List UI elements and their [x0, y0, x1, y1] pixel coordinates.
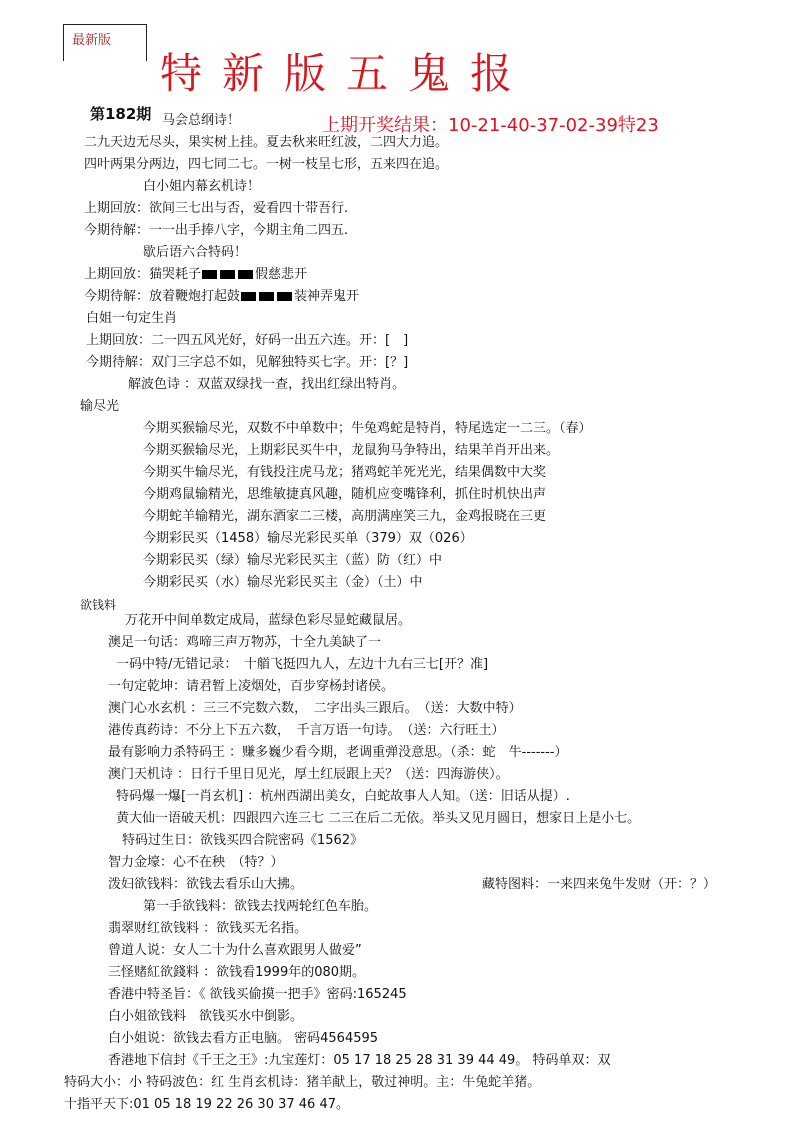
yuqianliao-line: 香港地下信封《千王之王》:九宝莲灯：05 17 18 25 28 31 39 44 49。 特码单双：双	[108, 1053, 611, 1068]
issue-number: 第182期	[90, 105, 152, 123]
last-result-label: 上期开奖结果：	[322, 115, 448, 136]
yuqianliao-line: 最有影响力杀特码王 ：赚多巍少看今期，老调重弹没意思。（杀：蛇 牛-------）	[108, 745, 568, 760]
shujinguang-line: 今期彩民买（水）输尽光彩民买主（金）（土）中	[143, 575, 423, 590]
yuqianliao-line: 三怪赌紅欲錢料 ：欲钱看1999年的080期。	[108, 965, 366, 980]
yuqianliao-line: 澳足一句话：鸡啼三声万物苏，十全九美缺了一	[108, 635, 382, 650]
xiehouyu-current-prefix: 今期待解：放着鞭炮打起鼓	[84, 289, 241, 304]
yuqianliao-line: 十指平天下:01 05 18 19 22 26 30 37 46 47。	[64, 1097, 349, 1112]
yuqianliao-line: 一句定乾坤：请君暂上凌烟处，百步穿杨封诸侯。	[108, 679, 395, 694]
shujinguang-heading: 输尽光	[80, 399, 120, 414]
mahui-line: 四叶两果分两边，四七同二七。一树一枝呈七形，五来四在追。	[84, 157, 449, 172]
baixiaojie-last: 上期回放：欲间三七出与否，爱看四十带吾行.	[84, 201, 349, 216]
xiehouyu-last-suffix: 假慈悲开	[255, 267, 308, 282]
yuqianliao-line: 港传真药诗：不分上下五六数， 千言万语一句诗。 （送：六行旺土）	[108, 723, 505, 738]
shujinguang-line: 今期鸡鼠输精光，思维敏捷真风趣，随机应变嘴锋利，抓住时机快出声	[143, 487, 547, 502]
yuqianliao-line: 一码中特/无错记录： 十艏飞挺四九人，左边十九右三七[开？准]	[116, 657, 489, 672]
yuqianliao-line: 黄大仙一语破天机：四跟四六连三七 二三在后二无依。举头又见月圆日，想家日上是小七。	[116, 811, 641, 826]
yuqianliao-line: 澳门天机诗 ：日行千里日见光，厚土红辰跟上天？（送：四海游侠）。	[108, 767, 509, 782]
baijie-heading: 白姐一句定生肖	[86, 311, 178, 326]
baijie-last: 上期回放：二一四五风光好，好码一出五六连。开：[ ]	[86, 333, 409, 348]
yuqianliao-line: 澳门心水玄机 ：三三不完数六数， 二字出头三跟后。 （送：大数中特）	[108, 701, 522, 716]
yuqianliao-line: 曾道人说：女人二十为什么喜欢跟男人做爱”	[108, 943, 362, 958]
redacted-block-icon	[202, 270, 254, 279]
yuqianliao-line: 智力金壕：心不在秧 （特？）	[108, 855, 284, 870]
xiehouyu-current-suffix: 装神弄鬼开	[294, 289, 360, 304]
baixiaojie-heading: 白小姐内幕玄机诗！	[143, 179, 261, 194]
xiehouyu-heading: 歇后语六合特码！	[143, 245, 248, 260]
yuqianliao-line: 特码爆一爆[一肖玄机] ：杭州西湖出美女，白蛇故事人人知。（送：旧话从提）.	[116, 789, 570, 804]
yuqianliao-line: 泼妇欲钱料：欲钱去看乐山大拂。	[108, 877, 304, 892]
last-result-numbers: 10-21-40-37-02-39特23	[448, 115, 659, 136]
shujinguang-line: 今期蛇羊输精光，湖东酒家二三楼，高朋满座笑三九，金鸡报晓在三更	[143, 509, 547, 524]
shujinguang-line: 今期买猴输尽光，双数不中单数中；牛兔鸡蛇是特肖，特尾选定一二三。（春）	[143, 421, 592, 436]
badge-label: 最新版	[72, 33, 112, 48]
mahui-heading: 马会总纲诗！	[162, 113, 241, 128]
yuqianliao-line: 第一手欲钱料：欲钱去找两轮红色车胎。	[143, 899, 378, 914]
mahui-line: 二九天边无尽头，果实树上挂。夏去秋来旺红波，二四大力追。	[84, 135, 449, 150]
baijie-current: 今期待解：双门三字总不如，见解独特买七字。开：[？]	[86, 355, 409, 370]
yuqianliao-line: 特码大小：小 特码波色：红 生肖玄机诗：猪羊献上，敬过神明。主：牛兔蛇羊猪。	[64, 1075, 541, 1090]
baixiaojie-current: 今期待解：一一出手捧八字，今期主角二四五.	[84, 223, 349, 238]
yuqianliao-heading: 欲钱料	[80, 598, 117, 612]
xiehouyu-current	[84, 288, 359, 306]
yuqianliao-line: 特码过生日：欲钱买四合院密码《1562》	[122, 833, 364, 848]
shujinguang-line: 今期彩民买（1458）输尽光彩民买单（379）双（026）	[143, 531, 473, 546]
latest-edition-badge	[63, 24, 147, 61]
shujinguang-line: 今期彩民买（绿）输尽光彩民买主（蓝）防（红）中	[143, 553, 443, 568]
xiehouyu-last	[84, 266, 307, 284]
yuqianliao-line: 香港中特圣旨：《 欲钱买偷摸一把手》密码:165245	[108, 987, 407, 1002]
yuqianliao-line: 翡翠财红欲钱料 ：欲钱买无名指。	[108, 921, 308, 936]
shujinguang-line: 今期买牛输尽光，有钱投注虎马龙；猪鸡蛇羊死光光，结果偶数中大奖	[143, 465, 547, 480]
yuqianliao-line: 白小姐欲钱料 欲钱买水中倒影。	[108, 1009, 304, 1024]
yuqianliao-line: 白小姐说：欲钱去看方正电脑。 密码4564595	[108, 1031, 379, 1046]
page-title: 特新版五鬼报	[160, 49, 533, 98]
yuqianliao-line: 万花开中间单数定成局，蓝绿色彩尽显蛇藏鼠居。	[125, 613, 412, 628]
jiebo-line: 解波色诗 ：双蓝双绿找一查，找出红绿出特肖。	[128, 377, 406, 392]
xiehouyu-last-prefix: 上期回放：猫哭耗子	[84, 267, 202, 282]
side-note: 藏特图料：一来四来兔牛发财（开：？）	[482, 877, 717, 892]
redacted-block-icon	[241, 292, 293, 301]
shujinguang-line: 今期买猴输尽光，上期彩民买牛中，龙鼠狗马争特出，结果羊肖开出来。	[143, 443, 560, 458]
